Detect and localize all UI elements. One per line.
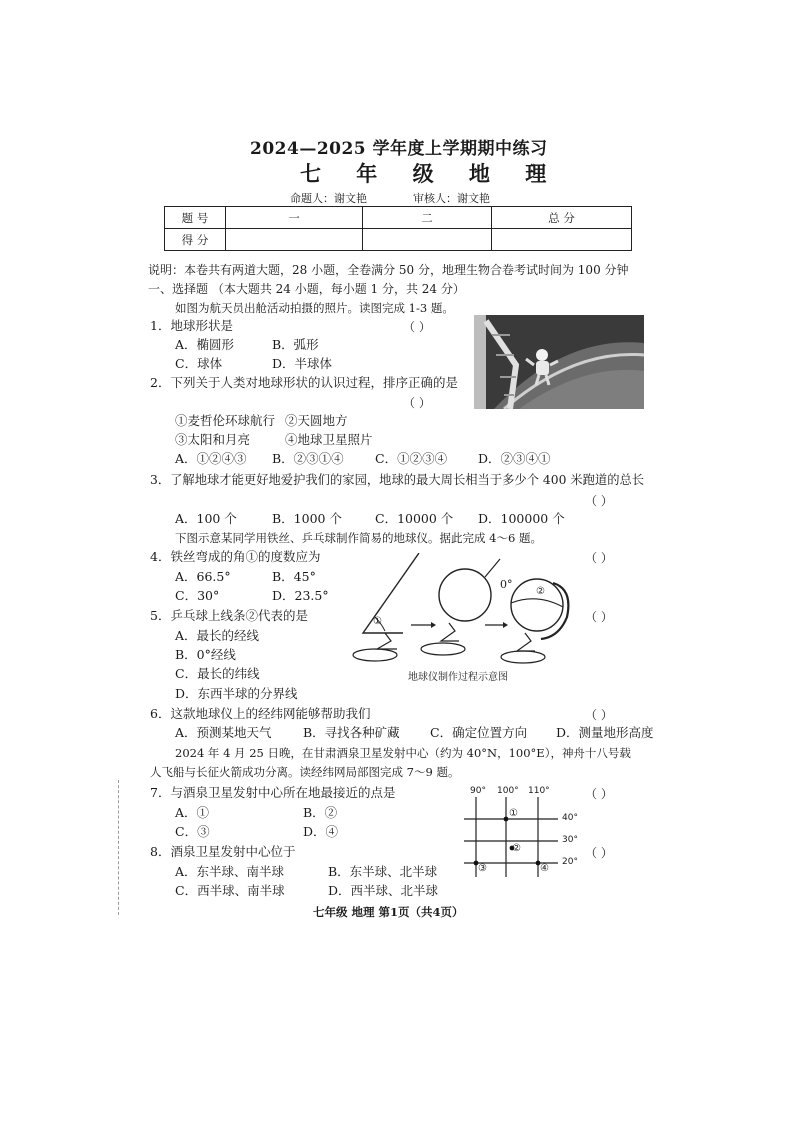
option-c[interactable]: C．球体 [175, 356, 223, 371]
table-cell: 二 [363, 207, 492, 229]
question-1-stem: 1．地球形状是 [150, 318, 233, 333]
longitude-label: 110° [528, 786, 550, 796]
option-c[interactable]: C．①②③④ [375, 451, 448, 466]
option-c[interactable]: C．西半球、南半球 [175, 883, 285, 898]
option-b[interactable]: B．东半球、北半球 [328, 864, 438, 879]
option-d[interactable]: D．测量地形高度 [556, 725, 654, 740]
option-a[interactable]: A．最长的经线 [175, 628, 260, 643]
option-a[interactable]: A．椭圆形 [175, 337, 235, 352]
latitude-label: 30° [562, 835, 578, 845]
answer-blank[interactable]: （ ） [585, 787, 613, 801]
page-footer: 七年级 地理 第1页（共4页） [313, 905, 464, 919]
binding-margin-line [118, 780, 119, 915]
score-input-cell[interactable] [363, 229, 492, 251]
table-cell: 一 [226, 207, 363, 229]
option-b[interactable]: B．1000 个 [272, 511, 342, 526]
option-c[interactable]: C．10000 个 [375, 511, 454, 526]
option-c[interactable]: C．最长的纬线 [175, 666, 260, 681]
option-a[interactable]: A．①②④③ [175, 451, 247, 466]
table-cell: 题 号 [165, 207, 226, 229]
longitude-label: 90° [470, 786, 486, 796]
option-a[interactable]: A．① [175, 805, 210, 820]
option-d[interactable]: D．23.5° [272, 588, 329, 603]
option-d[interactable]: D．半球体 [272, 356, 333, 371]
answer-blank[interactable]: （ ） [585, 846, 613, 860]
score-input-cell[interactable] [226, 229, 363, 251]
statement-4: ④地球卫星照片 [285, 432, 373, 447]
question-5-stem: 5．乒乓球上线条②代表的是 [150, 608, 308, 623]
reviewer-label: 审核人：谢文艳 [413, 192, 490, 205]
intro-text: 2024 年 4 月 25 日晚，在甘肃酒泉卫星发射中心（约为 40°N，100°E），神舟十八号载 [175, 746, 631, 760]
option-b[interactable]: B．0°经线 [175, 647, 236, 662]
astronaut-photo [474, 315, 644, 409]
point-label: ① [509, 808, 518, 819]
option-c[interactable]: C．③ [175, 824, 210, 839]
angle-label: ① [373, 616, 382, 627]
option-b[interactable]: B．②③①④ [272, 451, 344, 466]
option-a[interactable]: A．100 个 [175, 511, 237, 526]
question-3-stem: 3．了解地球才能更好地爱护我们的家园，地球的最大周长相当于多少个 400 米跑道的总长 [150, 473, 645, 487]
option-d[interactable]: D．②③④① [478, 451, 551, 466]
figure-caption: 地球仪制作过程示意图 [408, 672, 508, 683]
answer-blank[interactable]: （ ） [403, 320, 431, 334]
question-6-stem: 6．这款地球仪上的经纬网能够帮助我们 [150, 706, 371, 721]
intro-text: 如图为航天员出舱活动拍摄的照片。读图完成 1-3 题。 [175, 301, 454, 315]
instructions: 说明：本卷共有两道大题，28 小题，全卷满分 50 分，地理生物合卷考试时间为 100 分钟 [148, 263, 629, 277]
answer-blank[interactable]: （ ） [585, 551, 613, 565]
answer-blank[interactable]: （ ） [585, 494, 613, 508]
question-7-stem: 7．与酒泉卫星发射中心所在地最接近的点是 [150, 785, 396, 800]
point-label: ④ [540, 863, 549, 874]
option-d[interactable]: D．④ [303, 824, 339, 839]
option-a[interactable]: A．预测某地天气 [175, 725, 272, 740]
option-d[interactable]: D．东西半球的分界线 [175, 686, 298, 701]
option-c[interactable]: C．确定位置方向 [430, 725, 528, 740]
zero-degree-label: 0° [500, 578, 513, 591]
question-4-stem: 4．铁丝弯成的角①的度数应为 [150, 549, 321, 564]
section-heading: 一、选择题 （本大题共 24 小题，每小题 1 分，共 24 分） [148, 282, 465, 296]
line-label: ② [536, 586, 545, 597]
answer-blank[interactable]: （ ） [585, 610, 613, 624]
statement-1: ①麦哲伦环球航行 [175, 413, 276, 428]
exam-title: 2024—2025 学年度上学期期中练习 [250, 139, 548, 159]
option-b[interactable]: B．② [303, 805, 338, 820]
globe-making-diagram [345, 553, 575, 665]
option-b[interactable]: B．弧形 [272, 337, 319, 352]
answer-blank[interactable]: （ ） [585, 708, 613, 722]
longitude-label: 100° [497, 786, 519, 796]
point-label: ③ [478, 863, 487, 874]
option-b[interactable]: B．寻找各种矿藏 [303, 725, 400, 740]
statement-3: ③太阳和月亮 [175, 432, 251, 447]
option-d[interactable]: D．100000 个 [478, 511, 565, 526]
answer-blank[interactable]: （ ） [403, 396, 431, 410]
score-input-cell[interactable] [492, 229, 632, 251]
option-b[interactable]: B．45° [272, 569, 316, 584]
option-c[interactable]: C．30° [175, 588, 220, 603]
latitude-label: 40° [562, 813, 578, 823]
author-label: 命题人：谢文艳 [290, 192, 367, 205]
table-cell: 得 分 [165, 229, 226, 251]
option-a[interactable]: A．66.5° [175, 569, 231, 584]
score-table [164, 206, 632, 251]
latitude-label: 20° [562, 857, 578, 867]
statement-2: ②天圆地方 [285, 413, 348, 428]
subject-title: 七 年 级 地 理 [300, 161, 561, 186]
option-d[interactable]: D．西半球、北半球 [328, 883, 439, 898]
point-label: ② [512, 843, 521, 854]
question-2-stem: 2．下列关于人类对地球形状的认识过程，排序正确的是 [150, 375, 458, 390]
option-a[interactable]: A．东半球、南半球 [175, 864, 285, 879]
table-cell: 总 分 [492, 207, 632, 229]
intro-text: 人飞船与长征火箭成功分离。读经纬网局部图完成 7～9 题。 [150, 765, 460, 779]
intro-text: 下图示意某同学用铁丝、乒乓球制作简易的地球仪。据此完成 4～6 题。 [175, 531, 542, 545]
question-8-stem: 8．酒泉卫星发射中心位于 [150, 844, 296, 859]
